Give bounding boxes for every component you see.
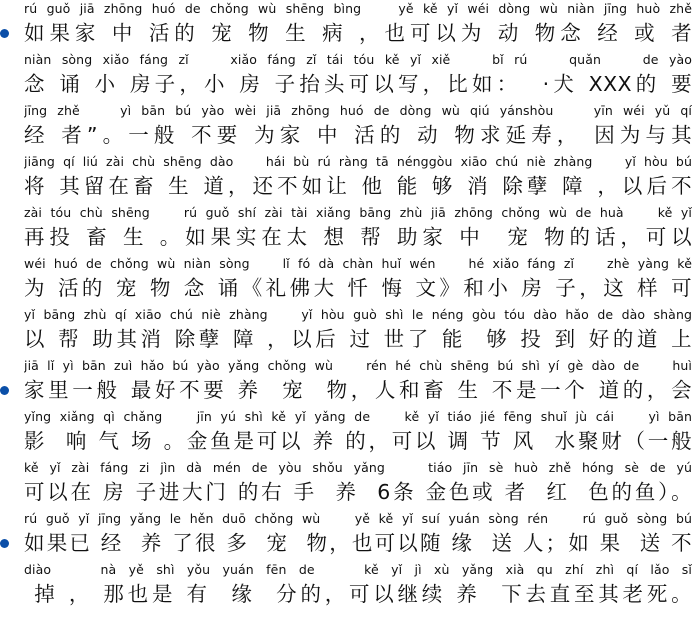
pinyin-line: jīng zhě yì bān bú yào wèi jiā zhōng huó de dòng wù qiú yánshòu yīn wéi yǔ qí xyxy=(24,103,692,118)
pinyin-line: jiāng qí liú zài chù shēng dào hái bù rú ràng tā nénggòu xiāo chú niè zhàng yǐ hòu bú xyxy=(24,154,692,169)
hanzi-line: 如果已 经 养 了很 多 宠 物，也可以随 缘 送 人；如 果 送 不 xyxy=(24,531,692,555)
hanzi-line: 念 诵 小 房子，小 房 子抬头可以写，比如： ·犬 XXX的 要 xyxy=(24,72,692,96)
hanzi-line: 家里一般 最好不要 养 宠 物，人和畜 生 不是一个 道的，会 xyxy=(24,378,692,402)
hanzi-line: 以 帮 助其消 除孽 障 ，以后 过 世了 能 够 投 到 好的道 上 xyxy=(24,327,692,351)
pinyin-line: jiā lǐ yì bān zuì hǎo bú yào yǎng chǒng wù rén hé chù shēng bú shì yí gè dào de huì xyxy=(24,358,692,373)
pinyin-line: rú guǒ yǐ jīng yǎng le hěn duō chǒng wù yě kě yǐ suí yuán sòng rén rú guǒ sòng bú xyxy=(24,511,692,526)
hanzi-line: 掉 ， 那也是 有 缘 分的，可以继续 养 下去直至其老死。 xyxy=(24,582,692,606)
pinyin-line: yǐ bāng zhù qí xiāo chú niè zhàng yǐ hòu guò shì le néng gòu tóu dào hǎo de dào shàng xyxy=(24,307,692,322)
bullet-icon xyxy=(0,386,9,395)
pinyin-line: zài tóu chù shēng rú guǒ shí zài tài xiǎng bāng zhù jiā zhōng chǒng wù de huà kě yǐ xyxy=(24,205,692,220)
pinyin-line: wéi huó de chǒng wù niàn sòng lǐ fó dà chàn huǐ wén hé xiǎo fáng zǐ zhè yàng kě xyxy=(24,256,692,271)
hanzi-line: 如果家 中 活的 宠 物 生 病 ，也可以为 动 物念 经 或 者 xyxy=(24,21,692,45)
pinyin-line: kě yǐ zài fáng zi jìn dà mén de yòu shǒu yǎng tiáo jīn sè huò zhě hóng sè de yú xyxy=(24,460,692,475)
hanzi-line: 再投 畜 生 。如果实在太 想 帮 助家 中 宠 物的话，可以 xyxy=(24,225,692,249)
hanzi-line: 可以在 房 子进大门 的右 手 养 6条 金色或 者 红 色的鱼）。 xyxy=(24,480,692,504)
hanzi-line: 将 其留在畜 生 道，还不如让 他 能 够 消 除孽 障 ，以后不 xyxy=(24,174,692,198)
bullet-icon xyxy=(0,29,9,38)
pinyin-line: yǐng xiǎng qì chǎng jīn yú shì kě yǐ yǎng de kě yǐ tiáo jié fēng shuǐ jù cái yì bān xyxy=(24,409,692,424)
hanzi-line: 影 响 气 场 。金鱼是可以 养 的，可以 调 节 风 水聚财（一般 xyxy=(24,429,692,453)
pinyin-line: niàn sòng xiǎo fáng zǐ xiǎo fáng zǐ tái tóu kě yǐ xiě bǐ rú quǎn de yào xyxy=(24,52,692,67)
pinyin-line: rú guǒ jiā zhōng huó de chǒng wù shēng bìng yě kě yǐ wéi dòng wù niàn jīng huò zhě xyxy=(24,1,692,16)
bullet-icon xyxy=(0,539,9,548)
pinyin-line: diào nà yě shì yǒu yuán fēn de kě yǐ jì xù yǎng xià qu zhí zhì qí lǎo sǐ xyxy=(24,562,692,577)
hanzi-line: 为 活的 宠 物 念 诵《礼佛大 忏 悔 文》和小 房 子，这 样 可 xyxy=(24,276,692,300)
hanzi-line: 经 者”。一般 不要 为家 中 活的 动 物求延寿， 因为与其 xyxy=(24,123,692,147)
